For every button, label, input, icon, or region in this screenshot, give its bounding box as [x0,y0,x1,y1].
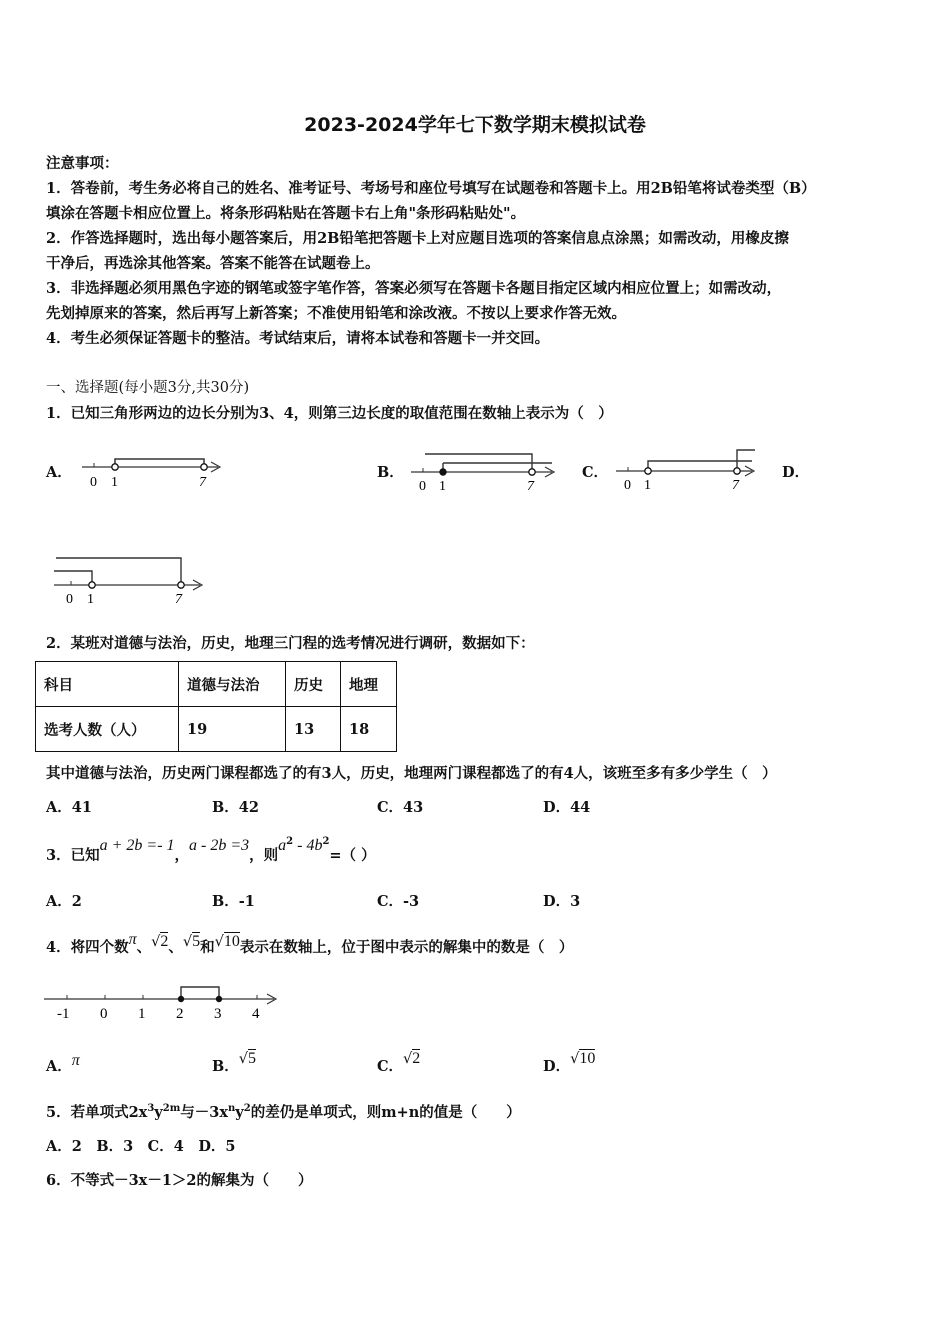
option-label: B． [212,1058,239,1075]
q4-lead: 4．将四个数 [46,939,129,956]
q4-number-line [40,978,285,1024]
sqrt-symbol: √ [403,1051,413,1067]
sqrt-symbol: √ [151,934,161,950]
q1-number-line-c [612,446,762,492]
option-label: A． [46,1058,72,1075]
tick-label: 1 [87,592,94,604]
q5-sup: 2 [243,1103,251,1115]
tick-label: 0 [419,479,426,492]
tick-label: 4 [252,1006,260,1022]
option-label: C． [377,1058,404,1075]
q3-equation-1: a + 2b =- 1 [99,837,175,854]
q4-option-b[interactable] [212,1050,257,1076]
q5-sup: n [228,1103,236,1115]
table-row [36,662,397,707]
q3-expr-part: - 4b [293,837,323,854]
table-cell: 18 [341,707,397,752]
q5-sup: 2m [162,1103,181,1115]
q4-option-d[interactable] [543,1050,596,1076]
q3-option-d[interactable]: D．3 [543,893,581,910]
q4-tail: 表示在数轴上，位于图中表示的解集中的数是（ ） [239,939,574,956]
tick-label: 1 [111,475,118,490]
tick-label: 1 [439,479,446,492]
q4-option-a[interactable] [46,1052,80,1076]
q4-root-10: 10 [223,933,240,950]
q4-option-c[interactable] [377,1050,421,1076]
tick-label: 2 [176,1006,184,1022]
notice-line: 4．考生必须保证答题卡的整洁。考试结束后，请将本试卷和答题卡一并交回。 [46,330,550,347]
q3-separator: ， [174,847,190,864]
tick-label: -1 [57,1006,70,1022]
option-label: D． [543,1058,571,1075]
q6-stem: 6．不等式－3x－1＞2的解集为（ ） [46,1172,313,1189]
q1-number-line-d [50,552,210,604]
q3-expr-sup: 2 [322,836,330,848]
table-row [36,707,397,752]
tick-label: 0 [66,592,73,604]
q5-part: 与－3x [180,1104,229,1121]
q3-option-a[interactable]: A．2 [46,893,82,910]
q5-part: y [235,1104,244,1121]
q4-pi: π [128,931,137,948]
q4-root-5: 5 [192,933,201,950]
q1-number-line-a [78,446,228,492]
table-cell: 19 [179,707,286,752]
q2-option-a[interactable]: A．41 [46,799,92,816]
tick-label: 7 [527,479,534,492]
q4-option-d-value: 10 [579,1050,596,1067]
q5-part: 5．若单项式2x [46,1104,148,1121]
q4-stem [46,931,574,957]
tick-label: 1 [644,478,651,492]
notice-line: 先划掉原来的答案，然后再写上新答案；不准使用铅笔和涂改液。不按以上要求作答无效。 [46,305,626,322]
q4-and: 和 [200,939,215,956]
section-heading: 一、选择题(每小题3分,共30分) [46,380,250,396]
tick-label: 7 [199,475,206,490]
sqrt-symbol: √ [214,934,224,950]
tick-label: 3 [214,1006,222,1022]
q3-option-b[interactable]: B．-1 [212,893,255,910]
q4-option-c-value: 2 [412,1050,421,1067]
q1-number-line-b [407,446,562,492]
q3-equation-2: a - 2b =3 [189,837,250,854]
sqrt-symbol: √ [182,934,193,950]
notice-line: 3．非选择题必须用黑色字迹的钢笔或签字笔作答，答案必须写在答题卡各题目指定区域内相应位置上；如需改动， [46,280,782,297]
q1-option-c[interactable]: C． [582,464,609,481]
q4-separator: 、 [136,939,152,956]
tick-label: 7 [732,478,739,492]
q5-part: 的差仍是单项式，则m+n的值是（ ） [250,1104,521,1121]
q4-option-b-value: 5 [248,1050,257,1067]
q1-option-b[interactable]: B． [377,464,404,481]
notice-line: 干净后，再选涂其他答案。答案不能答在试题卷上。 [46,255,380,272]
q5-stem [46,1101,521,1122]
q2-option-c[interactable]: C．43 [377,799,424,816]
notice-line: 填涂在答题卡相应位置上。将条形码粘贴在答题卡右上角"条形码粘贴处"。 [46,205,526,222]
q2-option-d[interactable]: D．44 [543,799,591,816]
q5-part: y [154,1104,163,1121]
sqrt-symbol: √ [570,1051,580,1067]
table-cell: 选考人数（人） [36,707,179,752]
page-title: 2023-2024学年七下数学期末模拟试卷 [304,114,646,136]
q2-option-b[interactable]: B．42 [212,799,259,816]
tick-label: 0 [624,478,631,492]
q1-option-d[interactable]: D． [782,464,810,481]
q3-option-c[interactable]: C．-3 [377,893,420,910]
subject-table [35,661,397,752]
q2-stem: 2．某班对道德与法治，历史，地理三门程的选考情况进行调研，数据如下： [46,635,535,652]
q2-condition: 其中道德与法治，历史两门课程都选了的有3人，历史，地理两门课程都选了的有4人，该班至多有多少学生（ ） [46,765,777,782]
table-cell: 科目 [36,662,179,707]
q4-option-a-value: π [71,1052,80,1069]
table-cell: 道德与法治 [179,662,286,707]
notice-heading: 注意事项： [46,155,119,172]
q3-then: ，则 [249,847,279,864]
q3-tail: =（ ） [329,847,376,864]
q5-options[interactable]: A．2 B．3 C．4 D．5 [46,1138,236,1155]
q1-stem: 1．已知三角形两边的边长分别为3、4，则第三边长度的取值范围在数轴上表示为（ ） [46,405,613,422]
sqrt-symbol: √ [238,1051,249,1067]
tick-label: 0 [90,475,97,490]
q4-root-2: 2 [160,933,169,950]
table-cell: 历史 [286,662,341,707]
q5-sup: 3 [147,1103,155,1115]
q3-expr-part: a [278,837,287,854]
notice-line: 2．作答选择题时，选出每小题答案后，用2B铅笔把答题卡上对应题目选项的答案信息点涂黑；如需改动，用橡皮擦 [46,230,789,247]
q3-lead: 3．已知 [46,847,100,864]
q3-stem [46,836,376,865]
notice-line: 1．答卷前，考生务必将自己的姓名、准考证号、考场号和座位号填写在试题卷和答题卡上。用2B铅笔将试卷类型（B） [46,180,816,197]
table-cell: 地理 [341,662,397,707]
q4-separator: 、 [168,939,183,956]
tick-label: 1 [138,1006,146,1022]
q3-expr-sup: 2 [286,836,294,848]
tick-label: 7 [175,592,182,604]
q1-option-a[interactable]: A． [46,464,72,481]
table-cell: 13 [286,707,341,752]
tick-label: 0 [100,1006,108,1022]
